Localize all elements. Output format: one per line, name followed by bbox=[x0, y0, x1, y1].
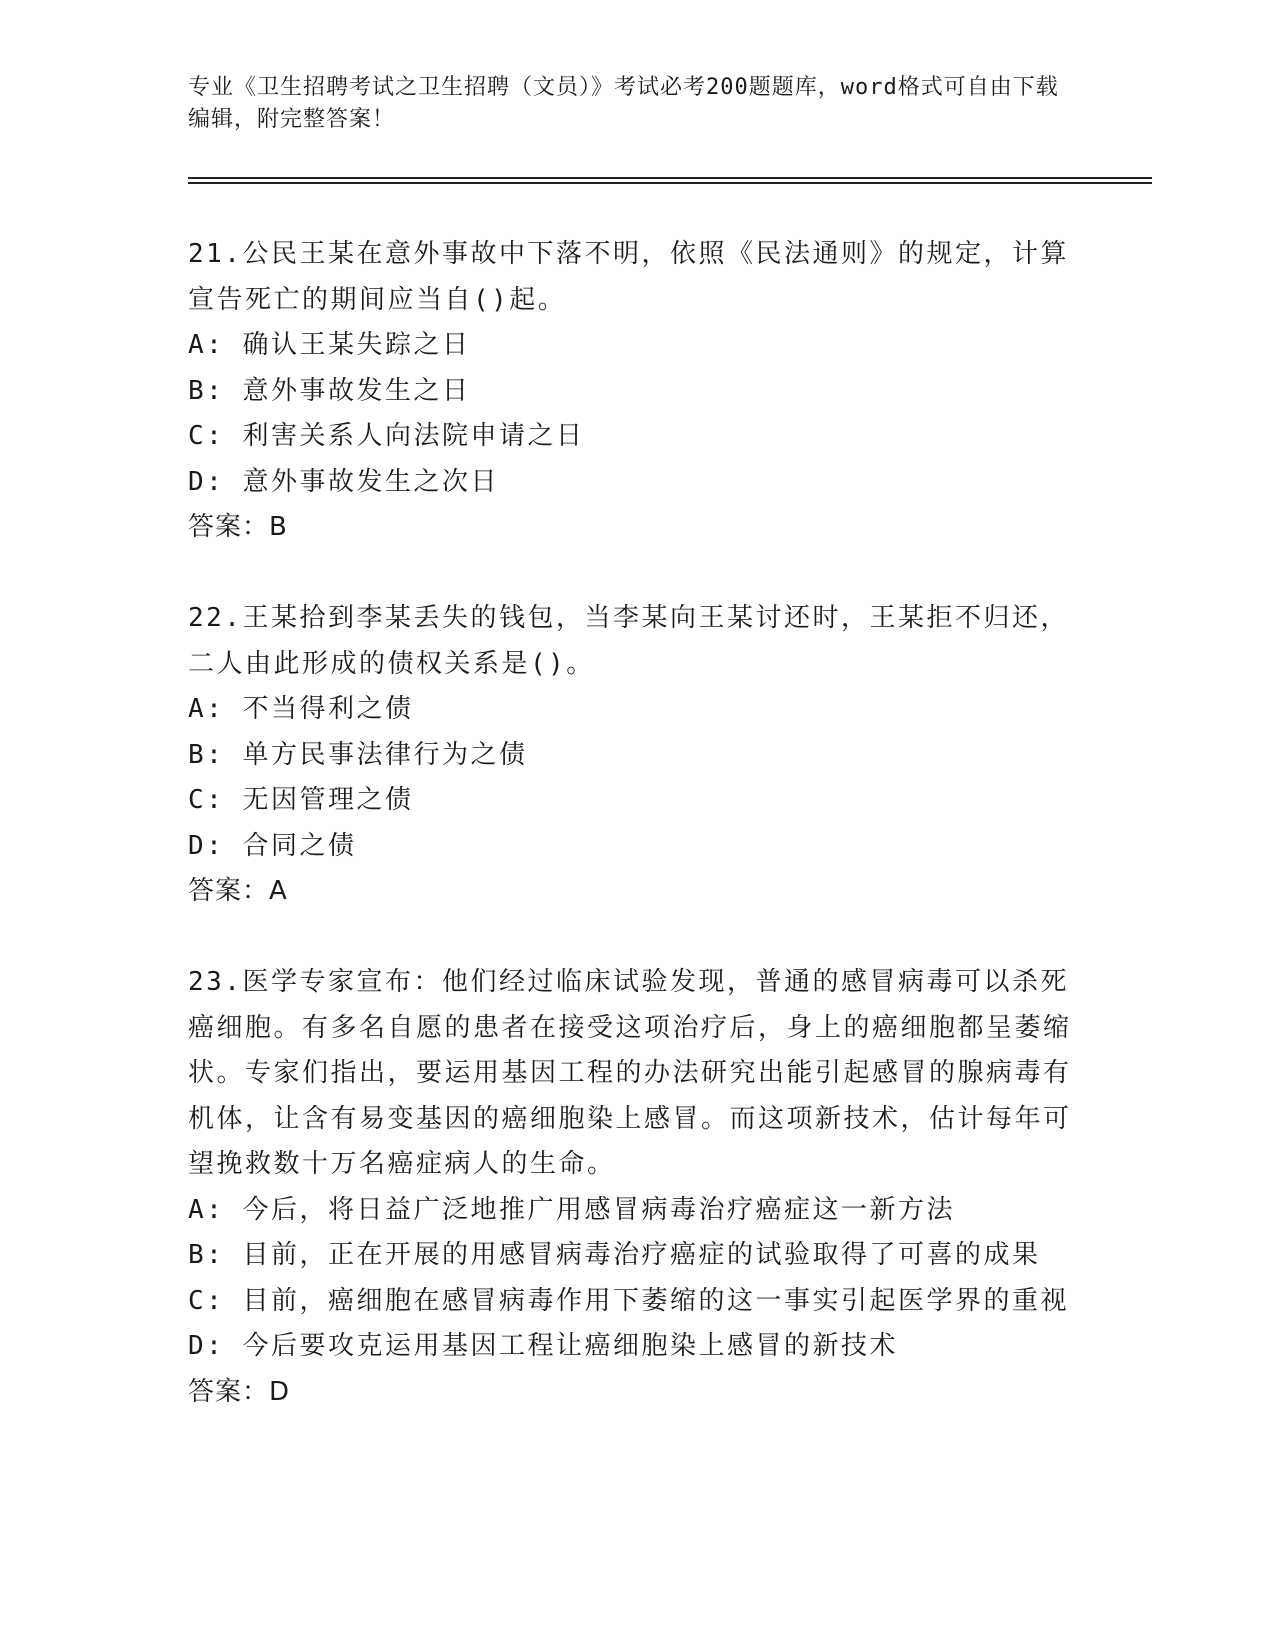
question-stem: 23.医学专家宣布：他们经过临床试验发现，普通的感冒病毒可以杀死癌细胞。有多名自愿的患者在接受这项治疗后，身上的癌细胞都呈萎缩状。专家们指出，要运用基因工程的办法研究出能引起感冒的腺病毒有机体，让含有易变基因的癌细胞染上感冒。而这项新技术，估计每年可望挽救数十万名癌症病人的生命。 bbox=[188, 967, 1072, 1179]
question-stem: 21.公民王某在意外事故中下落不明，依照《民法通则》的规定，计算宣告死亡的期间应当自()起。 bbox=[188, 239, 1069, 315]
question-21 bbox=[188, 232, 1088, 551]
answer-label: 答案：D bbox=[188, 1376, 291, 1407]
option-a: A: 不当得利之债 bbox=[188, 694, 414, 724]
document-header: 专业《卫生招聘考试之卫生招聘（文员）》考试必考200题题库，word格式可自由下载编辑，附完整答案！ bbox=[188, 75, 1059, 132]
option-a: A: 今后，将日益广泛地推广用感冒病毒治疗癌症这一新方法 bbox=[188, 1194, 955, 1225]
option-b: B: 目前，正在开展的用感冒病毒治疗癌症的试验取得了可喜的成果 bbox=[188, 1240, 1041, 1270]
option-a: A: 确认王某失踪之日 bbox=[188, 330, 471, 360]
option-c: C: 目前，癌细胞在感冒病毒作用下萎缩的这一事实引起医学界的重视 bbox=[188, 1285, 1069, 1316]
option-c: C: 无因管理之债 bbox=[188, 785, 414, 815]
option-d: D: 今后要攻克运用基因工程让癌细胞染上感冒的新技术 bbox=[188, 1331, 898, 1361]
header-divider-line bbox=[188, 177, 1152, 179]
question-22 bbox=[188, 596, 1088, 915]
option-d: D: 合同之债 bbox=[188, 830, 357, 861]
option-b: B: 单方民事法律行为之债 bbox=[188, 739, 528, 770]
question-23 bbox=[188, 960, 1088, 1415]
option-b: B: 意外事故发生之日 bbox=[188, 375, 471, 406]
answer-label: 答案：A bbox=[188, 876, 288, 906]
answer-label: 答案：B bbox=[188, 512, 288, 542]
option-d: D: 意外事故发生之次日 bbox=[188, 466, 499, 497]
option-c: C: 利害关系人向法院申请之日 bbox=[188, 421, 585, 451]
question-stem: 22.王某拾到李某丢失的钱包，当李某向王某讨还时，王某拒不归还，二人由此形成的债权关系是()。 bbox=[188, 603, 1069, 679]
header-divider-line-2 bbox=[188, 182, 1152, 184]
